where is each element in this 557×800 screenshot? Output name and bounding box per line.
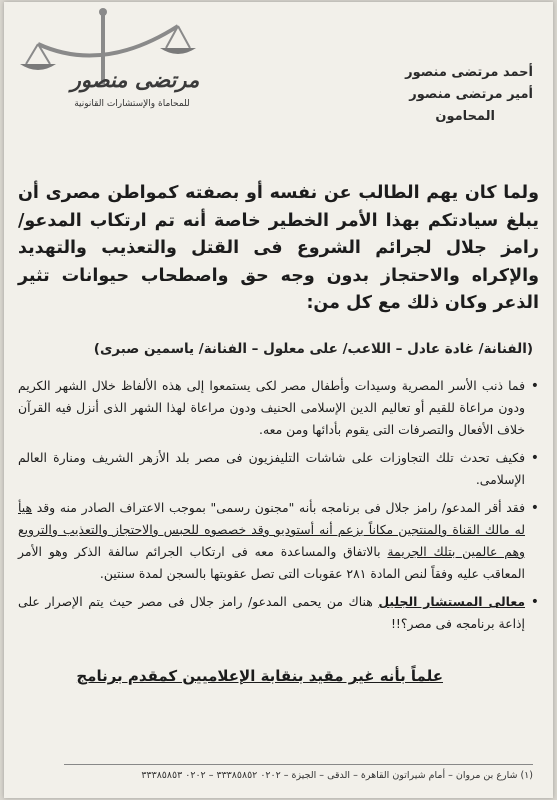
bullet-text: فقد أقر المدعو/ رامز جلال فى برنامجه بأنه "مجنون رسمى" بموجب الاعتراف الصادر منه وقد <box>32 500 525 515</box>
partner-name: أمير مرتضى منصور <box>409 87 533 102</box>
bullet-dot-icon: • <box>530 450 539 466</box>
bullet-dot-icon: • <box>530 500 539 516</box>
people-list: (الفنانة/ غادة عادل – اللاعب/ على معلول – الفنانة/ ياسمين صبرى) <box>93 341 533 357</box>
list-item <box>18 375 539 441</box>
question-address: معالى المستشار الجليل <box>378 594 525 609</box>
bullet-list <box>18 375 539 643</box>
list-item <box>18 497 539 585</box>
logo-name: مرتضى منصور <box>70 68 200 92</box>
bullet-text: فكيف تحدث تلك التجاوزات على شاشات التليفزيون فى مصر بلد الأزهر الشريف ومنارة العالم الإسلامى. <box>18 450 525 487</box>
bullet-text: فما ذنب الأسر المصرية وسيدات وأطفال مصر لكى يستمعوا إلى هذه الألفاظ خلال الشهر الكريم ودون مراعاة للقيم أو تعاليم الدين الإسلامى الحنيف ودون مراعاة لهذا الشهر الذى أنزل فيه القرآن خلاف الأفعال والتصرفات التى يقوم بأدائها ومن معه. <box>18 378 525 437</box>
intro-text: ولما كان يهم الطالب عن نفسه أو بصفته كمواطن مصرى أن يبلغ سيادتكم بهذا الأمر الخطير خاصة أنه تم ارتكاب المدعو/ رامز جلال لجرائم الشروع فى القتل والتعذيب والتهديد والإكراه والاحتجاز بدون وجه حق واصطحاب حيوانات تثير الذعر وكان ذلك مع كل من: <box>18 183 539 313</box>
partner-name: أحمد مرتضى منصور <box>405 65 533 80</box>
footer-address: (١) شارع بن مروان – أمام شيراتون القاهرة – الدقى – الجيزة – ٠٢٠٢ ٣٣٣٨٥٨٥٢ – ٠٢٠٢ ٣٣٣٨٥٨٥٣ <box>141 770 533 781</box>
partner-names <box>393 62 533 128</box>
intro-paragraph <box>18 180 539 318</box>
bullet-dot-icon: • <box>530 594 539 610</box>
bullet-text: بالاتفاق والمساعدة معه فى ارتكاب الجرائم سالفة الذكر وهو الأمر المعاقب عليه وفقاً لنص المادة ٢٨١ عقوبات التى تصل عقوبتها بالسجن لمدة سنتين. <box>18 544 525 581</box>
logo-tagline: للمحاماة والإستشارات القانونية <box>74 99 190 109</box>
list-item <box>18 591 539 635</box>
firm-logo <box>8 4 208 134</box>
list-item <box>18 447 539 491</box>
question-text: هناك من يحمى المدعو/ رامز جلال فى مصر حيث يتم الإصرار على إذاعة برنامجه فى مصر؟!! <box>18 594 525 631</box>
document-page <box>4 2 553 798</box>
bullet-dot-icon: • <box>530 378 539 394</box>
conclusion-line: علماً بأنه غير مقيد بنقابة الإعلاميين كمقدم برنامج <box>76 667 443 685</box>
firm-title: المحامون <box>435 109 495 124</box>
footer-divider <box>64 764 533 765</box>
bullet-underlined-text: هيأ له مالك القناة والمنتجين مكاناً بزعم أنه أستوديو وقد خصصوه للحبس والاحتجاز والتعذيب والترويع وهم عالمين بتلك الجريمة <box>18 500 525 559</box>
